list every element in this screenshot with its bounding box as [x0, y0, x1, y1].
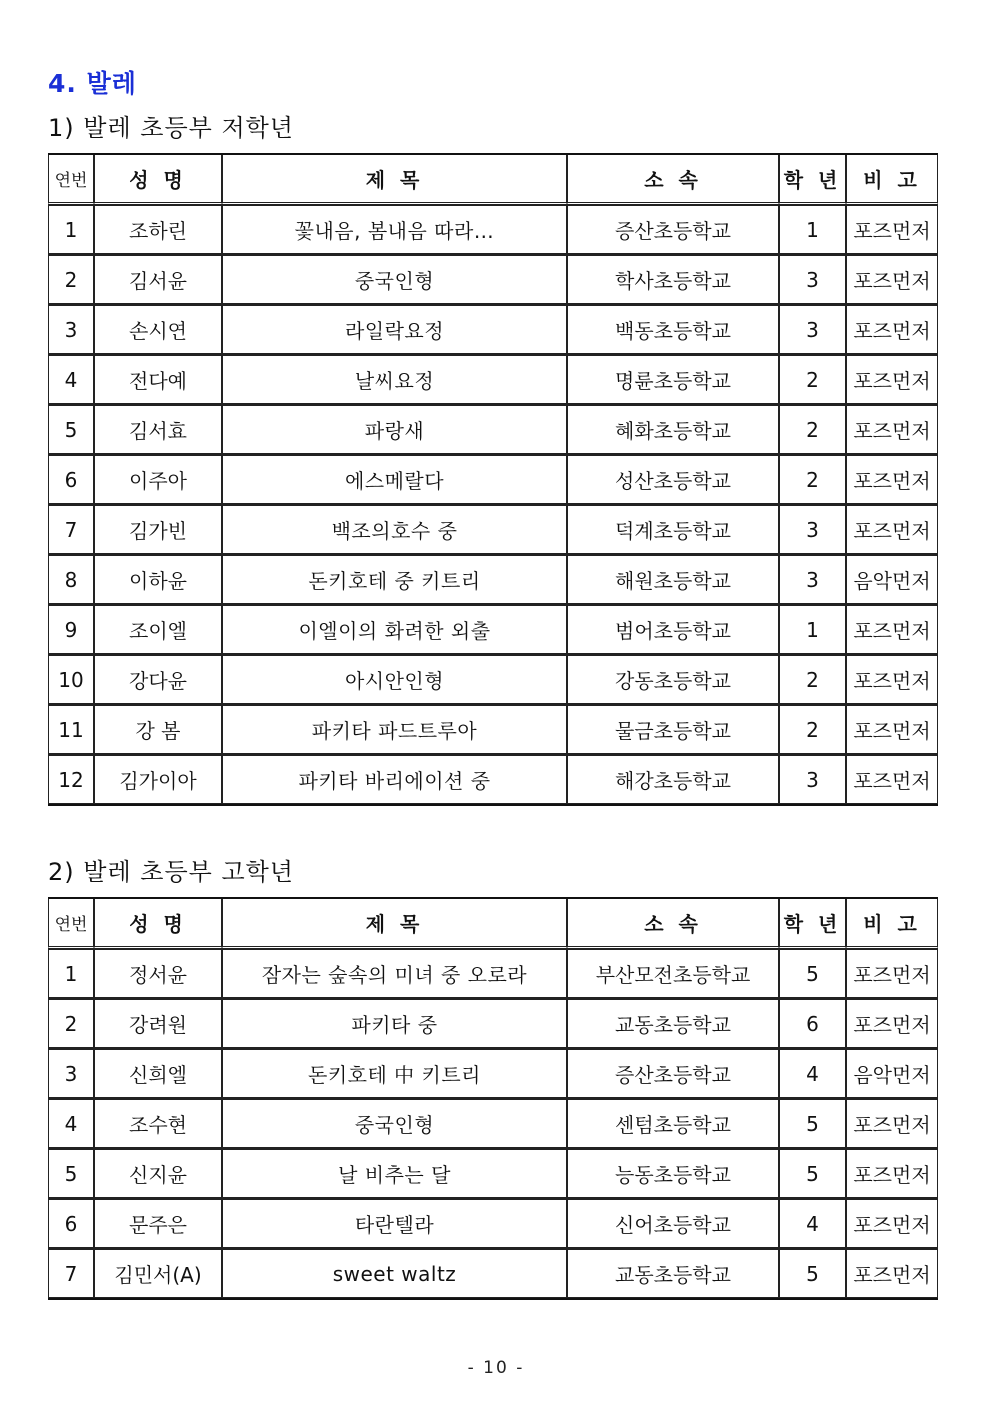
lower-grade-subtitle: 1) 발레 초등부 저학년 [48, 114, 294, 142]
header-title: 제 목 [222, 155, 567, 205]
table-row [48, 504, 938, 554]
cell-grade: 2 [779, 454, 846, 504]
table-row [48, 949, 938, 998]
cell-name: 조수현 [94, 1098, 222, 1148]
cell-school: 신어초등학교 [567, 1198, 779, 1248]
cell-school: 성산초등학교 [567, 454, 779, 504]
cell-grade: 2 [779, 404, 846, 454]
cell-school: 학사초등학교 [567, 254, 779, 304]
header-no: 연번 [48, 899, 94, 949]
cell-no: 1 [48, 205, 94, 254]
cell-name: 이주아 [94, 454, 222, 504]
cell-note: 포즈먼저 [846, 949, 938, 998]
table-row [48, 354, 938, 404]
cell-grade: 3 [779, 554, 846, 604]
header-note: 비 고 [846, 155, 938, 205]
cell-grade: 2 [779, 354, 846, 404]
cell-no: 1 [48, 949, 94, 998]
cell-no: 9 [48, 604, 94, 654]
header-grade: 학 년 [779, 899, 846, 949]
cell-school: 능동초등학교 [567, 1148, 779, 1198]
cell-no: 7 [48, 504, 94, 554]
cell-grade: 5 [779, 1098, 846, 1148]
cell-title: 중국인형 [222, 254, 567, 304]
cell-school: 증산초등학교 [567, 205, 779, 254]
cell-no: 12 [48, 754, 94, 804]
upper-grade-subtitle: 2) 발레 초등부 고학년 [48, 858, 294, 886]
cell-grade: 4 [779, 1198, 846, 1248]
cell-school: 교동초등학교 [567, 998, 779, 1048]
cell-school: 해원초등학교 [567, 554, 779, 604]
cell-title: 파키타 파드트루아 [222, 704, 567, 754]
header-grade: 학 년 [779, 155, 846, 205]
cell-no: 2 [48, 254, 94, 304]
cell-note: 포즈먼저 [846, 1098, 938, 1148]
cell-title: 돈키호테 中 키트리 [222, 1048, 567, 1098]
cell-no: 4 [48, 354, 94, 404]
cell-school: 부산모전초등학교 [567, 949, 779, 998]
cell-note: 포즈먼저 [846, 1198, 938, 1248]
cell-grade: 3 [779, 254, 846, 304]
cell-title: 타란텔라 [222, 1198, 567, 1248]
lower-grade-table-body [48, 205, 938, 804]
table-row [48, 454, 938, 504]
cell-name: 강다윤 [94, 654, 222, 704]
cell-name: 강 봄 [94, 704, 222, 754]
cell-grade: 1 [779, 205, 846, 254]
cell-note: 포즈먼저 [846, 205, 938, 254]
cell-note: 포즈먼저 [846, 504, 938, 554]
cell-note: 포즈먼저 [846, 998, 938, 1048]
header-name: 성 명 [94, 899, 222, 949]
cell-grade: 3 [779, 304, 846, 354]
cell-title: 중국인형 [222, 1098, 567, 1148]
page-number: - 10 - [467, 1358, 525, 1378]
cell-grade: 5 [779, 1248, 846, 1298]
cell-note: 포즈먼저 [846, 704, 938, 754]
cell-title: sweet waltz [222, 1248, 567, 1298]
cell-note: 포즈먼저 [846, 654, 938, 704]
cell-title: 날씨요정 [222, 354, 567, 404]
cell-name: 손시연 [94, 304, 222, 354]
cell-school: 증산초등학교 [567, 1048, 779, 1098]
cell-no: 8 [48, 554, 94, 604]
table-row [48, 254, 938, 304]
header-name: 성 명 [94, 155, 222, 205]
cell-grade: 4 [779, 1048, 846, 1098]
cell-name: 김민서(A) [94, 1248, 222, 1298]
cell-title: 에스메랄다 [222, 454, 567, 504]
cell-title: 백조의호수 중 [222, 504, 567, 554]
cell-no: 11 [48, 704, 94, 754]
cell-note: 포즈먼저 [846, 1248, 938, 1298]
cell-grade: 2 [779, 704, 846, 754]
cell-name: 전다예 [94, 354, 222, 404]
cell-title: 돈키호테 중 키트리 [222, 554, 567, 604]
cell-grade: 2 [779, 654, 846, 704]
cell-note: 포즈먼저 [846, 254, 938, 304]
header-no: 연번 [48, 155, 94, 205]
cell-grade: 1 [779, 604, 846, 654]
cell-school: 명륜초등학교 [567, 354, 779, 404]
upper-grade-table-body [48, 949, 938, 1298]
cell-grade: 6 [779, 998, 846, 1048]
cell-note: 음악먼저 [846, 554, 938, 604]
table-row [48, 1248, 938, 1298]
table-row [48, 404, 938, 454]
table-row [48, 704, 938, 754]
cell-name: 신희엘 [94, 1048, 222, 1098]
table-row [48, 1148, 938, 1198]
table-row [48, 604, 938, 654]
cell-school: 범어초등학교 [567, 604, 779, 654]
cell-note: 포즈먼저 [846, 604, 938, 654]
cell-title: 잠자는 숲속의 미녀 중 오로라 [222, 949, 567, 998]
header-title: 제 목 [222, 899, 567, 949]
cell-no: 4 [48, 1098, 94, 1148]
cell-grade: 5 [779, 949, 846, 998]
cell-no: 10 [48, 654, 94, 704]
cell-grade: 3 [779, 504, 846, 554]
cell-title: 아시안인형 [222, 654, 567, 704]
cell-name: 김가이아 [94, 754, 222, 804]
header-school: 소 속 [567, 899, 779, 949]
table-header-row [48, 155, 938, 205]
cell-school: 물금초등학교 [567, 704, 779, 754]
header-school: 소 속 [567, 155, 779, 205]
cell-note: 음악먼저 [846, 1048, 938, 1098]
cell-title: 꽃내음, 봄내음 따라… [222, 205, 567, 254]
cell-name: 정서윤 [94, 949, 222, 998]
cell-school: 교동초등학교 [567, 1248, 779, 1298]
cell-name: 문주은 [94, 1198, 222, 1248]
cell-no: 6 [48, 1198, 94, 1248]
cell-title: 파키타 바리에이션 중 [222, 754, 567, 804]
cell-no: 3 [48, 304, 94, 354]
table-row [48, 1048, 938, 1098]
lower-grade-table [48, 153, 938, 806]
cell-no: 5 [48, 404, 94, 454]
cell-name: 조이엘 [94, 604, 222, 654]
cell-note: 포즈먼저 [846, 304, 938, 354]
cell-note: 포즈먼저 [846, 754, 938, 804]
cell-name: 강려원 [94, 998, 222, 1048]
cell-no: 5 [48, 1148, 94, 1198]
cell-school: 혜화초등학교 [567, 404, 779, 454]
table-row [48, 1198, 938, 1248]
cell-name: 신지윤 [94, 1148, 222, 1198]
cell-name: 김서효 [94, 404, 222, 454]
table-row [48, 1098, 938, 1148]
cell-name: 조하린 [94, 205, 222, 254]
cell-title: 파랑새 [222, 404, 567, 454]
cell-note: 포즈먼저 [846, 354, 938, 404]
table-row [48, 304, 938, 354]
cell-note: 포즈먼저 [846, 454, 938, 504]
table-row [48, 754, 938, 804]
table-row [48, 205, 938, 254]
cell-no: 2 [48, 998, 94, 1048]
table-header-row [48, 899, 938, 949]
cell-school: 강동초등학교 [567, 654, 779, 704]
upper-grade-table [48, 897, 938, 1300]
table-row [48, 654, 938, 704]
section-title: 4. 발레 [48, 69, 137, 98]
cell-school: 백동초등학교 [567, 304, 779, 354]
cell-no: 7 [48, 1248, 94, 1298]
cell-title: 이엘이의 화려한 외출 [222, 604, 567, 654]
cell-school: 해강초등학교 [567, 754, 779, 804]
cell-grade: 5 [779, 1148, 846, 1198]
cell-school: 센텀초등학교 [567, 1098, 779, 1148]
header-note: 비 고 [846, 899, 938, 949]
cell-name: 김서윤 [94, 254, 222, 304]
table-row [48, 554, 938, 604]
cell-grade: 3 [779, 754, 846, 804]
cell-no: 3 [48, 1048, 94, 1098]
cell-school: 덕계초등학교 [567, 504, 779, 554]
table-row [48, 998, 938, 1048]
cell-name: 김가빈 [94, 504, 222, 554]
cell-no: 6 [48, 454, 94, 504]
cell-title: 라일락요정 [222, 304, 567, 354]
cell-note: 포즈먼저 [846, 404, 938, 454]
cell-title: 날 비추는 달 [222, 1148, 567, 1198]
cell-note: 포즈먼저 [846, 1148, 938, 1198]
cell-name: 이하윤 [94, 554, 222, 604]
cell-title: 파키타 중 [222, 998, 567, 1048]
